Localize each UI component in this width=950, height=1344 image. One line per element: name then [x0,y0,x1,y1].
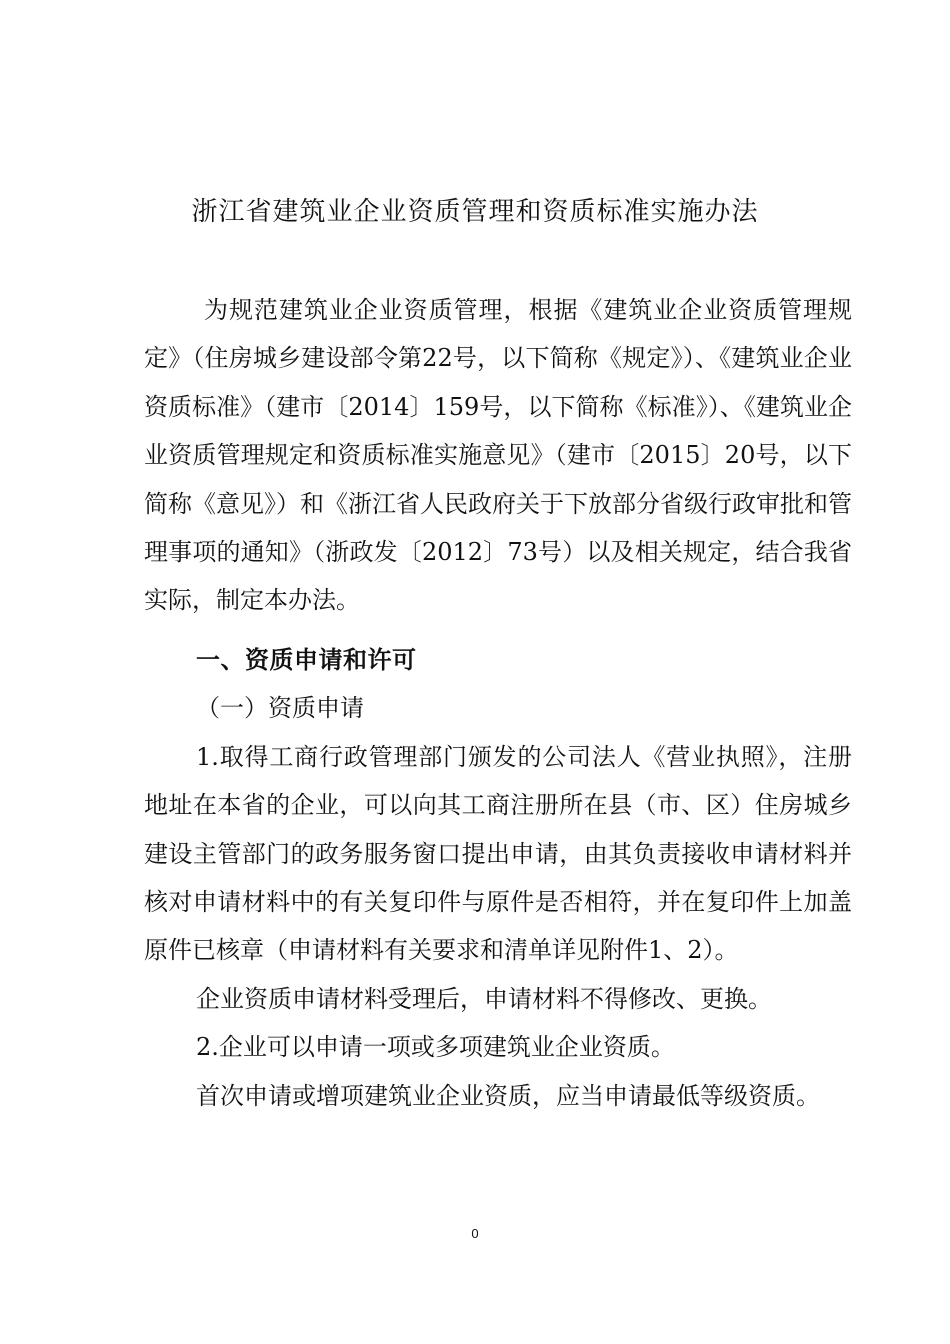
intro-paragraph: 为规范建筑业企业资质管理，根据《建筑业企业资质管理规定》（住房城乡建设部令第22号，以下简称《规定》）、《建筑业企业资质标准》（建市〔2014〕159号，以下简称《标准》）、《建筑业企业资质管理规定和资质标准实施意见》（建市〔2015〕20号，以下简称《意见》）和《浙江省人民政府关于下放部分省级行政审批和管理事项的通知》（浙政发〔2012〕73号）以及相关规定，结合我省实际，制定本办法。 [144,296,852,615]
paragraph-2: 企业资质申请材料受理后，申请材料不得修改、更换。 [196,984,772,1013]
paragraph-3: 2.企业可以申请一项或多项建筑业企业资质。 [196,1033,675,1062]
document-body [144,636,852,1120]
section-heading: 一、资质申请和许可 [196,646,417,674]
document-title: 浙江省建筑业企业资质管理和资质标准实施办法 [191,197,759,227]
page-number: 0 [471,1226,479,1241]
paragraph-1: 1.取得工商行政管理部门颁发的公司法人《营业执照》，注册地址在本省的企业，可以向其工商注册所在县（市、区）住房城乡建设主管部门的政务服务窗口提出申请，由其负责接收申请材料并核对申请材料中的有关复印件与原件是否相符，并在复印件上加盖原件已核章（申请材料有关要求和清单详见附件1、2）。 [144,742,852,965]
subsection-heading: （一）资质申请 [196,694,364,723]
paragraph-4: 首次申请或增项建筑业企业资质，应当申请最低等级资质。 [196,1081,820,1110]
